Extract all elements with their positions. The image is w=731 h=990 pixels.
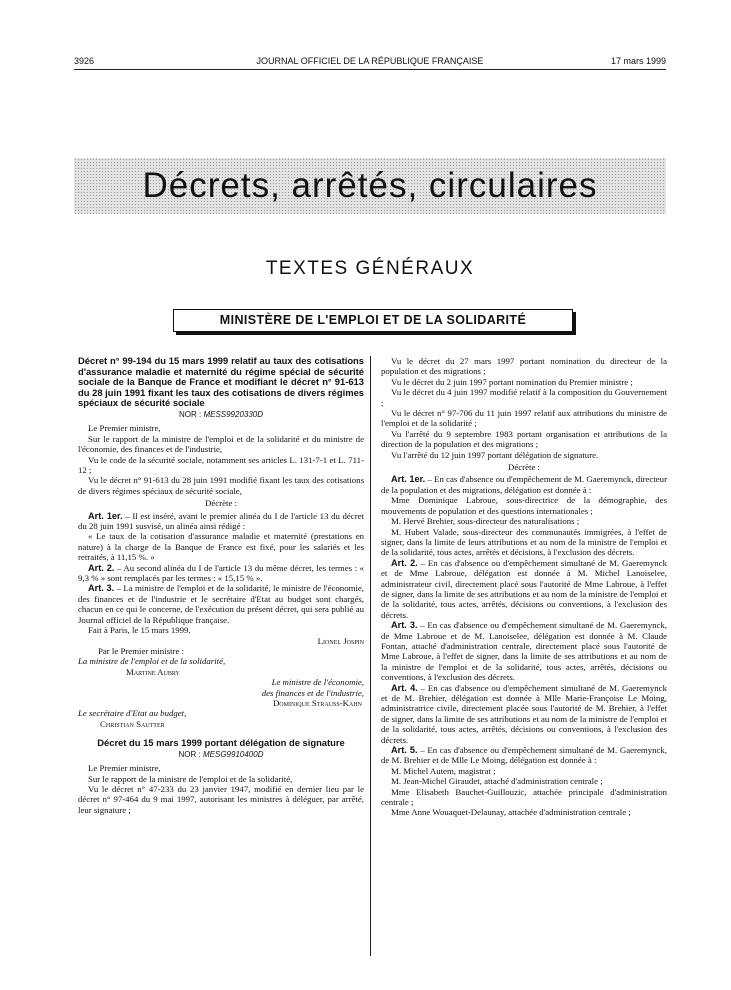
minister3-title: Le secrétaire d'Etat au budget, xyxy=(78,708,187,719)
decree2-visa-right-1: Vu le décret du 2 juin 1997 portant nomination du Premier ministre ; xyxy=(391,376,633,387)
article-text: – En cas d'absence ou d'empêchement simultané de M. Gaeremynck, de M. Brehier et de Mlle Le Moing, délégation est donnée à : xyxy=(381,745,667,766)
article-text: – En cas d'absence ou d'empêchement de M. Gaeremynck, directeur de la population et des migrations, délégation est donnée à : xyxy=(381,474,668,495)
decree2-article-1 xyxy=(381,474,667,495)
decree2-art5-item-0: M. Michel Autem, magistrat ; xyxy=(391,765,496,776)
banner-title: Décrets, arrêtés, circulaires xyxy=(142,166,598,205)
decree2-art1-item-0: Mme Dominique Labroue, sous-directrice de la démographie, des mouvements de population et des questions internationales ; xyxy=(381,495,667,516)
article-label: Art. 1er. xyxy=(88,510,123,521)
decree1-article-1-quote xyxy=(78,531,364,562)
decree2-visa-left-1: Vu le décret n° 47-233 du 23 janvier 1947, modifié en dernier lieu par le décret n° 97-464 du 9 mai 1997, autorisant les ministres à déléguer, par arrêté, leur signature ; xyxy=(78,783,364,815)
article-label: Art. 1er. xyxy=(391,474,426,485)
decree2-visa-right-3: Vu le décret n° 97-706 du 11 juin 1997 relatif aux attributions du ministre de l'emploi et de la solidarité ; xyxy=(381,408,667,429)
decree2-visa-right-2: Vu le décret du 4 juin 1997 modifié relatif à la composition du Gouvernement ; xyxy=(381,387,667,408)
article-text: – En cas d'absence ou d'empêchement simultané de M. Gaeremynck et de M. Brehier, délégation est donnée à Mlle Marie-Françoise Le Moing, administratrice civile, directement placée sous l'autorité de M. Brehier, à l'effet de signer, dans la limite de ses attributions et au nom de la ministre de l'emploi et de la solidarité, tous actes, arrêtés, décisions ou conventions, à l'exclusion des décrets. xyxy=(381,682,667,745)
article-text: – En cas d'absence ou d'empêchement simultané de M. Gaeremynck et de Mme Labroue, délégation est donnée à M. Michel Lanoiselee, administrateur civil, directement placé sous l'autorité de Mme Labroue, à l'effet de signer, dans la limite de ses attributions et au nom de la ministre de l'emploi et de la solidarité, tous actes, arrêtés, décisions ou conventions, à l'exclusion des décrets. xyxy=(381,557,667,620)
decree1-by-pm: Par le Premier ministre : xyxy=(98,645,184,656)
decree2-article-5 xyxy=(381,745,667,766)
decree2-decrete: Décrète : xyxy=(508,462,540,473)
decree1-done: Fait à Paris, le 15 mars 1999. xyxy=(88,625,191,636)
left-column xyxy=(78,356,364,815)
decree2-article-2 xyxy=(381,558,667,620)
decree1-nor xyxy=(78,410,364,420)
minister2-title-line1: Le ministre de l'économie, xyxy=(271,677,364,688)
decree1-article-2 xyxy=(78,563,364,584)
category-banner xyxy=(74,158,666,214)
article-label: Art. 5. xyxy=(391,745,418,756)
header-rule xyxy=(74,69,666,70)
article-label: Art. 3. xyxy=(88,583,115,594)
decree2-intro: Le Premier ministre, xyxy=(88,763,161,774)
decree2-title: Décret du 15 mars 1999 portant délégation de signature xyxy=(97,737,345,749)
article-label: Art. 2. xyxy=(88,562,115,573)
article-text: – En cas d'absence ou d'empêchement simultané de M. Gaeremynck, de Mme Labroue et de M. Lanoiselee, délégation est donnée à M. Claude Fontan, attaché d'administration centrale, directement placé sous l'autorité de Mme Labroue, à l'effet de signer, dans la limite de ses attributions et au nom de la ministre de l'emploi et de la solidarité, tous actes, arrêtés, décisions ou conventions, à l'exclusion des décrets. xyxy=(381,620,667,683)
decree2-nor xyxy=(78,750,364,760)
column-divider xyxy=(370,356,371,956)
decree2-art1-item-1: M. Hervé Brehier, sous-directeur des naturalisations ; xyxy=(391,516,580,527)
section-title: TEXTES GÉNÉRAUX xyxy=(265,258,475,279)
issue-date: 17 mars 1999 xyxy=(610,56,666,66)
page-header xyxy=(74,56,666,70)
decree1-article-3 xyxy=(78,583,364,625)
right-column xyxy=(381,356,667,818)
page-number: 3926 xyxy=(74,56,95,66)
decree2-art1-item-2: M. Hubert Valade, sous-directeur des communautés immigrées, à l'effet de signer, dans la limite de leurs attributions et au nom de la ministre de l'emploi et de la solidarité, tous actes, arrêtés et décisions, à l'exclusion des décrets. xyxy=(381,526,667,558)
minister2-name: Dominique Strauss-Kahn xyxy=(272,697,362,708)
decree1-nor-label: NOR : xyxy=(178,409,202,419)
article-label: Art. 2. xyxy=(391,557,418,568)
decree1-title: Décret n° 99-194 du 15 mars 1999 relatif au taux des cotisations d'assurance maladie et maternité du régime spécial de sécurité sociale de la Banque de France et modifiant le décret n° 91-613 du 28 juin 1991 fixant les taux des cotisations de divers régimes spéciaux de sécurité sociale xyxy=(78,355,364,409)
decree2-visa-right-0: Vu le décret du 27 mars 1997 portant nomination du directeur de la population et des migrations ; xyxy=(381,356,667,377)
decree1-visa-1: Vu le code de la sécurité sociale, notamment ses articles L. 131-7-1 et L. 711-12 ; xyxy=(78,454,364,475)
decree2-art5-item-1: M. Jean-Michel Giraudet, attaché d'administration centrale ; xyxy=(391,776,603,787)
decree2-nor-code: MESG9910400D xyxy=(202,749,264,759)
decree2-nor-label: NOR : xyxy=(178,749,201,759)
article-label: Art. 4. xyxy=(391,682,418,693)
minister1-title: La ministre de l'emploi et de la solidarité, xyxy=(78,656,226,667)
decree1-visa-2: Vu le décret n° 91-613 du 28 juin 1991 modifié fixant les taux des cotisations de divers régimes spéciaux de sécurité sociale, xyxy=(78,475,364,496)
minister1-name: Martine Aubry xyxy=(126,666,180,677)
ministry-title: MINISTÈRE DE L'EMPLOI ET DE LA SOLIDARITÉ xyxy=(219,313,527,327)
article-label: Art. 3. xyxy=(391,620,418,631)
decree1-visa-0: Sur le rapport de la ministre de l'emploi et de la solidarité et du ministre de l'économie, des finances et de l'industrie, xyxy=(78,433,364,455)
article-text: – Il est inséré, avant le premier alinéa du I de l'article 13 du décret du 28 juin 1991 susvisé, un alinéa ainsi rédigé : xyxy=(78,510,364,532)
decree2-visa-right-5: Vu l'arrêté du 12 juin 1997 portant délégation de signature. xyxy=(391,449,599,460)
decree1-intro: Le Premier ministre, xyxy=(88,423,161,434)
minister3-name: Christian Sautter xyxy=(100,718,165,729)
decree1-decrete: Décrète : xyxy=(205,498,237,509)
decree1-signer-pm: Lionel Jospin xyxy=(317,635,364,646)
decree2-visa-left-0: Sur le rapport de la ministre de l'emploi et de la solidarité, xyxy=(88,773,293,784)
article-text: « Le taux de la cotisation d'assurance maladie et maternité (prestations en nature) à la charge de la Banque de France est fixé, pour les salariés et les retraités, à 11,15 %. » xyxy=(78,531,364,563)
ministry-box xyxy=(173,309,573,332)
minister2-title-line2: des finances et de l'industrie, xyxy=(261,687,364,698)
decree1-article-1 xyxy=(78,511,364,532)
article-text: – Au second alinéa du I de l'article 13 du même décret, les termes : « 9,3 % » sont remplacés par les termes : « 15,15 % ». xyxy=(78,562,364,584)
decree2-art5-item-2: Mme Elisabeth Bauchet-Guillouzic, attachée principale d'administration centrale ; xyxy=(381,786,667,808)
decree1-nor-code: MESS9920330D xyxy=(203,409,264,419)
decree2-visa-right-4: Vu l'arrêté du 9 septembre 1983 portant organisation et attributions de la direction de la population et des migrations ; xyxy=(381,428,667,450)
journal-name: JOURNAL OFFICIEL DE LA RÉPUBLIQUE FRANÇAISE xyxy=(256,56,484,66)
decree2-art5-item-3: Mme Anne Wouaquet-Delaunay, attachée d'administration centrale ; xyxy=(391,807,631,818)
article-text: – La ministre de l'emploi et de la solidarité, le ministre de l'économie, des finances et de l'industrie et le secrétaire d'Etat au budget sont chargés, chacun en ce qui le concerne, de l'exécution du présent décret, qui sera publié au Journal officiel de la République française. xyxy=(78,583,364,625)
decree2-article-3 xyxy=(381,620,667,682)
decree2-article-4 xyxy=(381,683,667,745)
